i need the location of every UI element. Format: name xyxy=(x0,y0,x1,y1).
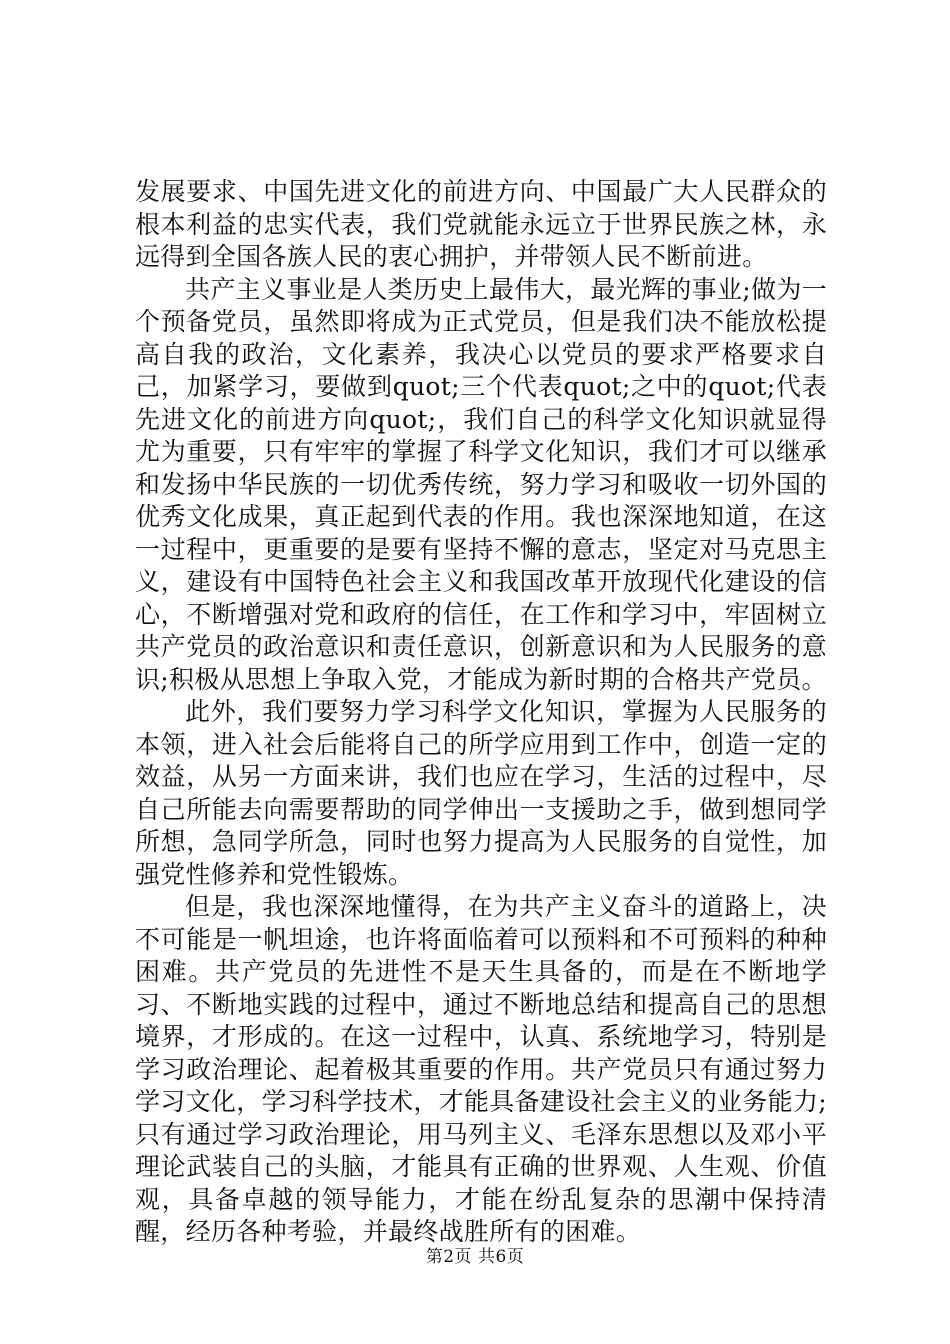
paragraph: 共产主义事业是人类历史上最伟大，最光辉的事业;做为一个预备党员，虽然即将成为正式党员，但是我们决不能放松提高自我的政治，文化素养，我决心以党员的要求严格要求自己，加紧学习，要做到quot;三个代表quot;之中的quot;代表先进文化的前进方向quot;，我们自己的科学文化知识就显得尤为重要，只有牢牢的掌握了科学文化知识，我们才可以继承和发扬中华民族的一切优秀传统，努力学习和吸收一切外国的优秀文化成果，真正起到代表的作用。我也深深地知道，在这一过程中，更重要的是要有坚持不懈的意志，坚定对马克思主义，建设有中国特色社会主义和我国改革开放现代化建设的信心，不断增强对党和政府的信任，在工作和学习中，牢固树立共产党员的政治意识和责任意识，创新意识和为人民服务的意识;积极从思想上争取入党，才能成为新时期的合格共产党员。 xyxy=(135,274,827,694)
page-number-footer: 第2页 共6页 xyxy=(425,1247,525,1267)
paragraph: 此外，我们要努力学习科学文化知识，掌握为人民服务的本领，进入社会后能将自己的所学应用到工作中，创造一定的效益，从另一方面来讲，我们也应在学习，生活的过程中，尽自己所能去向需要帮助的同学伸出一支援助之手，做到想同学所想，急同学所急，同时也努力提高为人民服务的自觉性，加强党性修养和党性锻炼。 xyxy=(135,697,827,889)
document-body xyxy=(135,176,827,1249)
paragraph: 但是，我也深深地懂得，在为共产主义奋斗的道路上，决不可能是一帆坦途，也许将面临着可以预料和不可预料的种种困难。共产党员的先进性不是天生具备的，而是在不断地学习、不断地实践的过程中，通过不断地总结和提高自己的思想境界，才形成的。在这一过程中，认真、系统地学习，特别是学习政治理论、起着极其重要的作用。共产党员只有通过努力学习文化，学习科学技术，才能具备建设社会主义的业务能力;只有通过学习政治理论，用马列主义、毛泽东思想以及邓小平理论武装自己的头脑，才能具有正确的世界观、人生观、价值观，具备卓越的领导能力，才能在纷乱复杂的思潮中保持清醒，经历各种考验，并最终战胜所有的困难。 xyxy=(135,892,827,1246)
paragraph-continuation: 发展要求、中国先进文化的前进方向、中国最广大人民群众的根本利益的忠实代表，我们党就能永远立于世界民族之林，永远得到全国各族人民的衷心拥护，并带领人民不断前进。 xyxy=(135,177,827,271)
